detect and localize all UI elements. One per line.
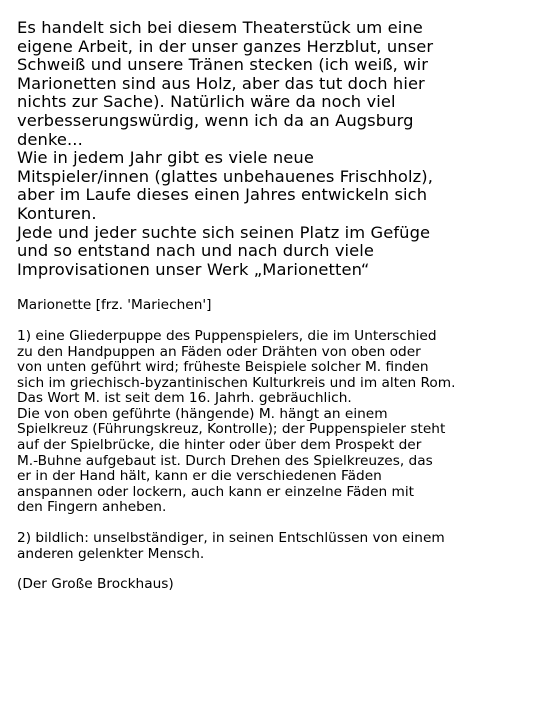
meaning-2-line: anderen gelenkter Mensch. <box>17 545 205 562</box>
meaning-1-line: M.-Buhne aufgebaut ist. Durch Drehen des Spielkreuzes, das <box>17 452 433 469</box>
intro-line: Improvisationen unser Werk „Marionetten“ <box>17 259 370 279</box>
intro-line: Jede und jeder suchte sich seinen Platz im Gefüge <box>17 222 431 242</box>
intro-line: Es handelt sich bei diesem Theaterstück um eine <box>17 18 423 37</box>
spacer <box>17 279 547 298</box>
spacer <box>17 314 547 329</box>
intro-paragraph <box>17 19 547 279</box>
meaning-1-line: den Fingern anheben. <box>17 499 167 516</box>
spacer <box>17 562 547 577</box>
meaning-1-line: Spielkreuz (Führungskreuz, Kontrolle); der Puppenspieler steht <box>17 421 446 438</box>
intro-line: aber im Laufe dieses einen Jahres entwickeln sich <box>17 185 428 205</box>
definition-section <box>17 298 547 593</box>
document-page <box>17 19 547 593</box>
meaning-1-line: von unten geführt wird; früheste Beispiele solcher M. finden <box>17 359 429 376</box>
meaning-1-line: anspannen oder lockern, auch kann er einzelne Fäden mit <box>17 483 415 500</box>
intro-line: denke... <box>17 129 83 149</box>
intro-line: nichts zur Sache). Natürlich wäre da noch viel <box>17 92 396 112</box>
meaning-1-line: 1) eine Gliederpuppe des Puppenspielers, die im Unterschied <box>17 327 437 344</box>
intro-line: Marionetten sind aus Holz, aber das tut doch hier <box>17 73 425 93</box>
intro-line: Konturen. <box>17 203 97 223</box>
meaning-2-paragraph <box>17 531 547 562</box>
intro-line: verbesserungswürdig, wenn ich da an Augsburg <box>17 110 414 130</box>
intro-line: Wie in jedem Jahr gibt es viele neue <box>17 148 314 168</box>
meaning-1-line: Die von oben geführte (hängende) M. hängt an einem <box>17 405 388 422</box>
meaning-1-line: er in der Hand hält, kann er die verschiedenen Fäden <box>17 468 382 485</box>
meaning-1-paragraph <box>17 329 547 516</box>
meaning-2-line: 2) bildlich: unselbständiger, in seinen Entschlüssen von einem <box>17 530 445 547</box>
intro-line: Schweiß und unsere Tränen stecken (ich weiß, wir <box>17 55 429 75</box>
meaning-1-line: zu den Handpuppen an Fäden oder Drähten von oben oder <box>17 343 421 360</box>
meaning-1-line: sich im griechisch-byzantinischen Kulturkreis und im alten Rom. <box>17 374 456 391</box>
definition-heading: Marionette [frz. 'Mariechen'] <box>17 297 212 314</box>
spacer <box>17 516 547 531</box>
meaning-1-line: auf der Spielbrücke, die hinter oder über dem Prospekt der <box>17 437 422 454</box>
intro-line: eigene Arbeit, in der unser ganzes Herzblut, unser <box>17 36 434 56</box>
source-citation: (Der Große Brockhaus) <box>17 576 174 593</box>
intro-line: und so entstand nach und nach durch viele <box>17 241 375 261</box>
intro-line: Mitspieler/innen (glattes unbehauenes Frischholz), <box>17 166 433 186</box>
meaning-1-line: Das Wort M. ist seit dem 16. Jahrh. gebräuchlich. <box>17 390 352 407</box>
